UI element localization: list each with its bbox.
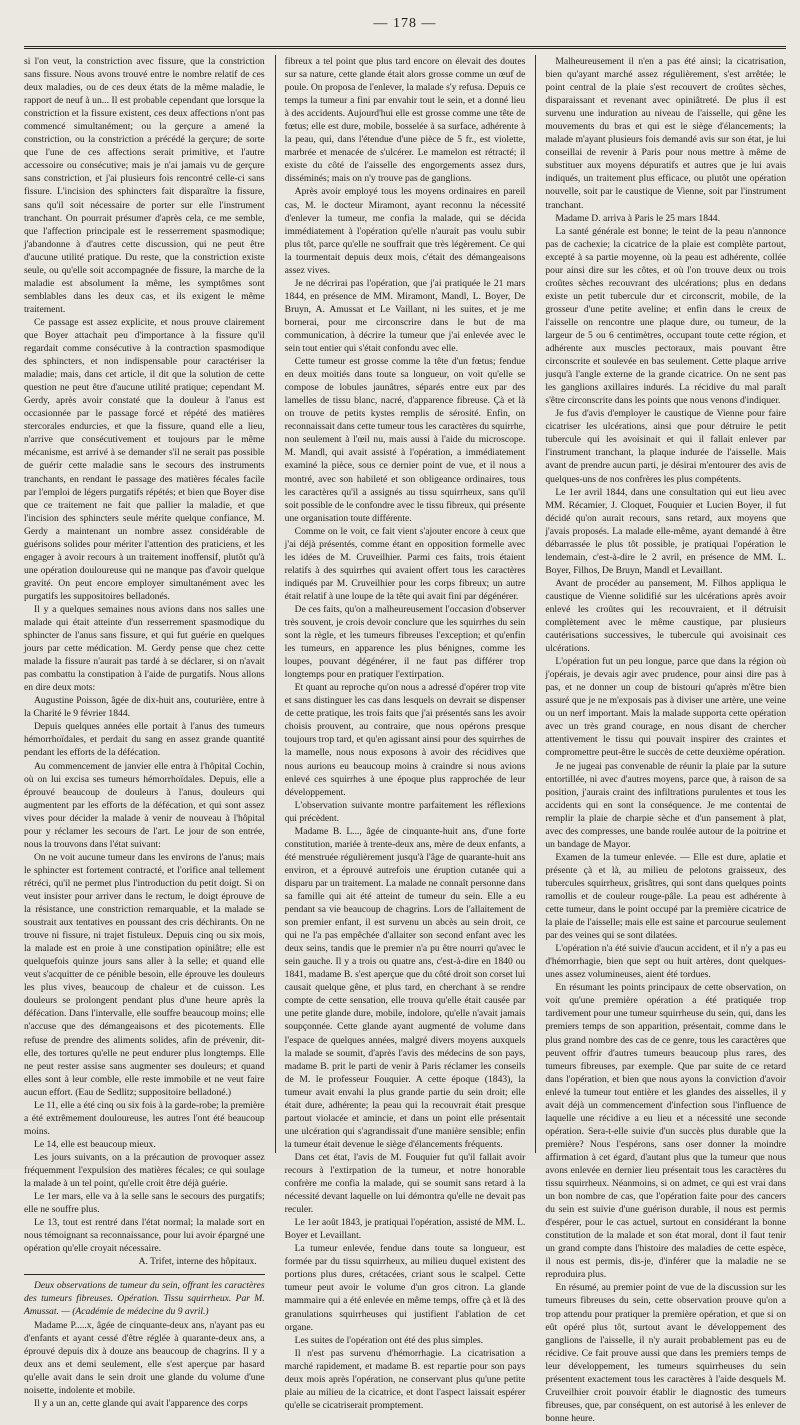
paragraph: Et quant au reproche qu'on nous a adressé d'opérer trop vite et sans distinguer les cas dans lesquels on devrait se dispenser de cette pratique, les trois faits que j'ai présentés sans les avoir choisis prouvent, au contraire, que nous opérons presque toujours trop tard, et qu'en agissant ainsi pour des squirrhes de la mamelle, nous nous exposons à avoir des récidives que nous aurions eu beaucoup moins à craindre si nous avions enlevé ces squirrhes à une époque plus rapprochée de leur développement. — [284, 682, 526, 798]
paragraph: Il y a quelques semaines nous avions dans nos salles une malade qui était atteinte d'un resserrement spasmodique du sphincter de l'anus sans fissure, et qui fut guérie en quelques jours par cette médication. M. Gerdy pense que chez cette malade la fissure n'aurait pas tardé à se déclarer, si on n'avait pas combattu la constipation à l'aide de purgatifs. Nous allons en dire deux mots: — [24, 603, 265, 694]
article-separator — [24, 1274, 265, 1275]
paragraph: On ne voit aucune tumeur dans les environs de l'anus; mais le sphincter est fortement contracté, et l'orifice anal tellement rétréci, qu'il ne permet plus l'introduction du petit doigt. Si on veut insister pour arriver dans le rectum, le doigt éprouve de la résistance, une constriction remarquable, et la malade se soustrait aux tentatives en poussant des cris déchirants. On ne trouve ni fissure, ni trajet fistuleux. Depuis cinq ou six mois, la malade est en proie à une constipation opiniâtre; elle est quelquefois quinze jours sans aller à la selle; et quand elle veut s'acquitter de ce pénible besoin, elle éprouve les douleurs les plus vives, beaucoup de chaleur et de cuisson. Les douleurs se prolongent pendant plus d'une heure après la défécation. Dans l'intervalle, elle souffre beaucoup moins; elle n'accuse que des démangeaisons et des picotements. Elle refuse de prendre des aliments solides, afin de prévenir, dit-elle, des tortures qu'elle ne peut endurer plus longtemps. Elle ne peut rester assise sans augmenter ses douleurs; et quand elles sont à leur comble, elle reste immobile et ne veut faire aucun effort. (Eau de Sedlitz; suppositoire belladoné.) — [24, 851, 265, 1098]
author-signature: A. Trifet, interne des hôpitaux. — [138, 1256, 257, 1268]
paragraph: Le 14, elle est beaucoup mieux. — [34, 1138, 156, 1150]
column-2 — [275, 55, 526, 1411]
column-1 — [24, 55, 265, 1409]
paragraph: Il n'est pas survenu d'hémorrhagie. La cicatrisation a marché rapidement, et madame B. est repartie pour son pays deux mois après l'opération, ne conservant plus qu'une petite plaie au milieu de la cicatrice, et dont l'aspect laissait espérer qu'elle se cicatriserait promptement. — [284, 1347, 526, 1411]
page-number: — 178 — — [373, 16, 437, 31]
paragraph: Au commencement de janvier elle entra à l'hôpital Cochin, où on lui excisa ses tumeurs hémorrhoïdales. Depuis, elle a éprouvé beaucoup de douleurs à l'anus, douleurs qui augmentent par les efforts de la défécation, et qui sont assez vives pour décider la malade à venir de nouveau à l'hôpital pour y réclamer les secours de l'art. Le jour de son entrée, nous la trouvons dans l'état suivant: — [24, 760, 265, 850]
paragraph: Je ne décrirai pas l'opération, que j'ai pratiquée le 21 mars 1844, en présence de MM. Miramont, Mandl, L. Boyer, De Bruyn, A. Amussat et Le Vaillant, ni les suites, et je me bornerai, pour me circonscrire dans le but de ma communication, à décrire la tumeur que j'ai enlevée avec le sein tout entier qui s'était confondu avec elle. — [284, 277, 526, 355]
paragraph: si l'on veut, la constriction avec fissure, que la constriction sans fissure. Nous avons trouvé entre le nombre relatif de ces deux maladies, ou de ces deux états de la même maladie, le rapport de neuf à un... Il est probable cependant que lorsque la constriction et la fissure existent, ces deux affections n'ont pas commencé simultanément; ou la gerçure a amené la constriction, ou la constriction a précédé la gerçure; de sorte que l'une de ces affections serait primitive, et l'autre accessoire ou consécutive; mais je n'ai jamais vu de gerçure sans constriction, et j'ai plusieurs fois rencontré celle-ci sans fissure. L'incision des sphincters fait disparaître la fissure, sans qu'il soit nécessaire de porter sur elle l'instrument tranchant. On pourrait présumer d'après cela, ce me semble, que l'affection principale est le resserrement spasmodique; j'abandonne à d'autres cette discussion, qui ne peut être d'aucune utilité pratique. Du reste, que la constriction existe seule, ou qu'elle soit accompagnée de fissure, la marche de la maladie est absolument la même, les symptômes sont semblables dans les deux cas, et ils exigent le même traitement. — [24, 56, 265, 315]
paragraph: Le 1er avril 1844, dans une consultation qui eut lieu avec MM. Récamier, J. Cloquet, Fouquier et Lucien Boyer, il fut décidé qu'on aurait recours, sans retard, aux moyens que j'avais proposés. La malade elle-même, ayant demandé à être débarrassée le plus tôt possible, je pratiquai l'opération le lendemain, c'est-à-dire le 2 avril, en présence de MM. L. Boyer, Filhos, De Bruyn, Mandl et Levaillant. — [545, 486, 787, 576]
article-title: Deux observations de tumeur du sein, offrant les caractères des tumeurs fibreuses. Opération. Tissu squirrheux. Par M. Amussat. — (Académie de médecine du 9 avril.) — [24, 1280, 265, 1318]
paragraph: Augustine Poisson, âgée de dix-huit ans, couturière, entre à la Charité le 9 février 1844. — [24, 695, 265, 720]
paragraph: Après avoir employé tous les moyens ordinaires en pareil cas, M. le docteur Miramont, ayant reconnu la nécessité d'enlever la tumeur, me confia la malade, qui se décida immédiatement à l'opération qu'elle n'aurait pas voulu subir plus tôt, parce qu'elle ne souffrait que très légèrement. Ce qui la tourmentait depuis deux mois, c'était des démangeaisons assez vives. — [284, 186, 526, 276]
paragraph: Madame D. arriva à Paris le 25 mars 1844. — [555, 212, 720, 224]
paragraph: Les jours suivants, on a la précaution de provoquer assez fréquemment l'expulsion des matières fécales; ce qui soulage la malade à un tel point, qu'elle croit être déjà guérie. — [24, 1151, 265, 1190]
paragraph: La santé générale est bonne; le teint de la peau n'annonce pas de cachexie; la cicatrice de la plaie est complète partout, excepté à sa partie moyenne, où la peau est adhérente, collée pour ainsi dire sur les côtes, et où l'on trouve deux ou trois croûtes sèches recouvrant des ulcérations; plus en dedans existe un petit tubercule dur et circonscrit, mobile, de la grosseur d'une petite aveline; et enfin dans le creux de l'aisselle on rencontre une plaque dure, ou tumeur, de la largeur de 5 ou 6 centimètres, occupant toute cette région, et adhérente aux muscles pectoraux, mais pouvant être circonscrite et soulevée en bas seulement. Cette plaque arrive jusqu'à l'angle externe de la grande cicatrice. On ne sent pas les ganglions axillaires indurés. La récidive du mal paraît s'être circonscrite dans les points que nous venons d'indiquer. — [545, 225, 787, 407]
text-columns — [24, 55, 787, 1424]
paragraph: En résumé, au premier point de vue de la discussion sur les tumeurs fibreuses du sein, cette observation prouve qu'on a trop attendu pour pratiquer la première opération, et que si on eût opéré plus tôt, surtout avant le développement des ganglions de l'aisselle, il n'y aurait probablement pas eu de récidive. Ce fait prouve aussi que dans les premiers temps de leur développement, les tumeurs squirrheuses du sein présentent exactement tous les caractères à l'aide desquels M. Cruveilhier croit pouvoir établir le diagnostic des tumeurs fibreuses, que, par conséquent, on est autorisé à les enlever de bonne heure. — [545, 1282, 787, 1424]
paragraph: Dans cet état, l'avis de M. Fouquier fut qu'il fallait avoir recours à l'extirpation de la tumeur, et notre honorable confrère me confia la malade, qui se soumit sans retard à la nécessité devant laquelle on lui démontra qu'elle ne devait pas reculer. — [284, 1151, 526, 1216]
paragraph: Depuis quelques années elle portait à l'anus des tumeurs hémorrhoïdales, et perdait du sang en assez grande quantité pendant les efforts de la défécation. — [24, 721, 265, 759]
paragraph: Madame P.....x, âgée de cinquante-deux ans, n'ayant pas eu d'enfants et ayant cessé d'être réglée à quarante-deux ans, a éprouvé depuis dix à douze ans beaucoup de chagrins. Il y a deux ans et demi seulement, elle s'est aperçue par hasard qu'elle avait dans le sein droit une glande du volume d'une noisette, indolente et mobile. — [24, 1319, 265, 1396]
paragraph: Le 13, tout est rentré dans l'état normal; la malade sort en nous témoignant sa reconnaissance, pour lui avoir épargné une opération qu'elle croyait nécessaire. — [24, 1217, 265, 1255]
paragraph: Le 1er août 1843, je pratiquai l'opération, assisté de MM. L. Boyer et Levaillant. — [284, 1217, 526, 1242]
paragraph: Madame B. L..., âgée de cinquante-huit ans, d'une forte constitution, mariée à trente-deux ans, mère de deux enfants, a été menstruée régulièrement jusqu'à l'âge de quarante-huit ans environ, et a éprouvé autrefois une éruption cutanée qui a disparu par un traitement. La malade ne connaît personne dans sa famille qui ait été atteint de tumeur du sein. Elle a eu pendant sa vie beaucoup de chagrins. Lors de l'allaitement de son premier enfant, il est survenu un abcès au sein droit, ce qui ne l'a pas empêchée d'allaiter son second enfant avec les deux seins, tandis que le premier n'a pu être nourri qu'avec le sein gauche. Il y a trois ou quatre ans, c'est-à-dire en 1840 ou 1841, madame B. s'est aperçue que du côté droit son corset lui causait quelque gêne, et plus tard, en cherchant à se rendre compte de cette sensation, elle trouva qu'elle était causée par une petite glande dure, mobile, indolore, qu'elle n'avait jamais soupçonnée. Cette glande ayant augmenté de volume dans l'espace de quelques années, malgré divers moyens auxquels la malade se soumit, d'après l'avis des médecins de son pays, madame B. prit le parti de venir à Paris réclamer les conseils de M. le professeur Fouquier. A cette époque (1843), la tumeur avait envahi la plus grande partie du sein droit; elle était dure, adhérente; la peau qui la recouvrait était presque partout violacée et amincie, et dans un point elle présentait une ulcération qui s'agrandissait d'une manière sensible; enfin la tumeur était devenue le siège d'élancements fréquents. — [284, 825, 526, 1150]
paragraph: fibreux a tel point que plus tard encore on élevait des doutes sur sa nature, cette glande était alors grosse comme un œuf de poule. On proposa de l'enlever, la malade s'y refusa. Depuis ce temps la tumeur a fini par envahir tout le sein, et a donné lieu à des accidents. Aujourd'hui elle est grosse comme une tête de fœtus; elle est dure, mobile, bosselée à sa surface, adhérente à la peau, qui, dans l'étendue d'une pièce de 5 fr., est violette, marbrée et menacée de s'ulcérer. Le mamelon est rétracté; il existe du côté de l'aisselle des engorgements assez durs, disséminés; mais on n'y trouve pas de ganglions. — [284, 56, 526, 185]
paragraph: Comme on le voit, ce fait vient s'ajouter encore à ceux que j'ai déjà présentés, comme étant en opposition formelle avec les idées de M. Cruveilhier. Parmi ces faits, trois étaient relatifs à des squirrhes qui avaient offert tous les caractères indiqués par M. Cruveilhier pour les corps fibreux; un autre était relatif à une loupe de la tête qui avait fini par dégénérer. — [284, 525, 526, 602]
paragraph: Je fus d'avis d'employer le caustique de Vienne pour faire cicatriser les ulcérations, ainsi que pour détruire le petit tubercule qui les avoisinait et qui il fallait enlever par l'instrument tranchant, la plaque indurée de l'aisselle. Mais avant de prendre aucun parti, je désirai m'entourer des avis de quelques-uns de nos confrères les plus compétents. — [545, 408, 787, 485]
column-3 — [535, 55, 787, 1424]
paragraph: Les suites de l'opération ont été des plus simples. — [294, 1334, 484, 1346]
paragraph: L'observation suivante montre parfaitement les réflexions qui précèdent. — [284, 799, 526, 824]
paragraph: Cette tumeur est grosse comme la tête d'un fœtus; fendue en deux moitiés dans toute sa longueur, on voit qu'elle se compose de lobules jaunâtres, séparés entre eux par des lamelles de tissu blanc, nacré, d'apparence fibreuse. Çà et là on trouve de petits kystes remplis de sérosité. Enfin, on reconnaissait dans cette tumeur tous les caractères du squirrhe, non seulement à l'œil nu, mais aussi à l'aide du microscope. M. Mandl, qui avait assisté à l'opération, a immédiatement examiné la pièce, sous ce dernier point de vue, et il nous a montré, avec son habileté et son obligeance ordinaires, tous les caractères qu'il a assignés au tissu squirrheux, sans qu'il soit possible de le confondre avec le tissu fibreux, qui présente une organisation toute différente. — [284, 356, 526, 524]
paragraph: La tumeur enlevée, fendue dans toute sa longueur, est formée par du tissu squirrheux, au milieu duquel existent des portions plus dures, crétacées, criant sous le scalpel. Cette tumeur peut avoir le volume d'un gros citron. La glande mammaire qui a été enlevée en même temps, offre çà et là des granulations squirrheuses qui justifient l'ablation de cet organe. — [284, 1243, 526, 1333]
paragraph: Avant de procéder au pansement, M. Filhos appliqua le caustique de Vienne solidifié sur les ulcérations après avoir enlevé les croûtes qui les recouvraient, et il détruisit complètement avec le même caustique, par plusieurs cautérisations successives, le tubercule qui avoisinait ces ulcérations. — [545, 577, 787, 655]
paragraph: Examen de la tumeur enlevée. — Elle est dure, aplatie et présente çà et là, au milieu de pelotons graisseux, des tubercules squirrheux, grisâtres, qui sont dans quelques points ramollis et de couleur rouge-pâle. La peau est adhérente à cette tumeur, dans le point occupé par la première cicatrice de la plaie de l'aisselle; mais elle est saine et parcourue seulement par des veines qui se sont dilatées. — [545, 851, 787, 942]
paragraph: Le 11, elle a été cinq ou six fois à la garde-robe; la première a été extrêmement douloureuse, les autres l'ont été beaucoup moins. — [24, 1099, 265, 1137]
paragraph: L'opération fut un peu longue, parce que dans la région où j'opérais, je devais agir avec prudence, pour ainsi dire pas à pas, et ne donner un coup de bistouri qu'après m'être bien assuré que je ne m'exposais pas à diviser une artère, une veine ou un nerf important. Mais la malade supporta cette opération avec un très grand courage, en nous disant de chercher attentivement le tissu qui pouvait inspirer des craintes et compromettre peut-être le succès de cette deuxième opération. — [545, 656, 787, 759]
paragraph: En résumant les points principaux de cette observation, on voit qu'une première opération a été pratiquée trop tardivement pour une tumeur squirrheuse du sein, qui, dans les premiers temps de son apparition, présentait, comme dans le plus grand nombre des cas de ce genre, tous les caractères que peuvent offrir d'autres tumeurs beaucoup plus rares, des tumeurs fibreuses, par exemple. Que par suite de ce retard dans l'opération, et bien que nous ayons la conviction d'avoir enlevé la tumeur tout entière et les glandes des aisselles, il y avait déjà un commencement d'infection sous l'influence de laquelle une récidive a eu lieu et a nécessité une seconde opération. Sera-t-elle suivie d'un succès plus durable que la première? Nous l'espérons, sans oser donner la moindre affirmation à cet égard, d'autant plus que la tumeur que nous avons enlevée en dernier lieu présentait tous les caractères du tissu squirrheux. Néanmoins, si on admet, ce qui est vrai dans un bon nombre de cas, que l'opération faite pour des cancers du sein est suivie d'une guérison durable, il nous est permis d'espérer, pour le cas actuel, surtout en considérant la bonne constitution de la malade et son état moral, dont il faut tenir un grand compte dans l'histoire des maladies de cette espèce, il nous est permis, dis-je, d'inférer que la maladie ne se reproduira plus. — [545, 982, 787, 1281]
header-rule — [24, 46, 786, 49]
paragraph: Il y a un an, cette glande qui avait l'apparence des corps — [34, 1397, 248, 1409]
paragraph: Le 1er mars, elle va à la selle sans le secours des purgatifs; elle ne souffre plus. — [24, 1191, 265, 1216]
paragraph: Je ne jugeai pas convenable de réunir la plaie par la suture entortillée, ni avec d'autres moyens, parce que, à raison de sa position, j'aurais craint des infiltrations purulentes et tous les accidents qui en sont la conséquence. Je me contentai de remplir la plaie de charpie sèche et d'un pansement à plat, avec des compresses, une bande roulée autour de la poitrine et un bandage de Mayor. — [545, 760, 787, 850]
paragraph: L'opération n'a été suivie d'aucun accident, et il n'y a pas eu d'hémorrhagie, bien que sept ou huit artères, dont quelques-unes assez volumineuses, aient été tordues. — [545, 943, 787, 981]
paragraph: De ces faits, qu'on a malheureusement l'occasion d'observer très souvent, je crois devoir conclure que les squirrhes du sein sont la règle, et les tumeurs fibreuses l'exception; et qu'enfin les tumeurs, en apparence les plus bénignes, comme les loupes, pouvant dégénérer, il ne faut pas différer trop longtemps pour en pratiquer l'extirpation. — [284, 603, 526, 681]
paragraph: Ce passage est assez explicite, et nous prouve clairement que Boyer attachait peu d'importance à la fissure qu'il regardait comme consécutive à la contraction spasmodique des sphincters, et non indispensable pour caractériser la maladie; mais, dans cet article, il dit que la solution de cette question ne peut être d'aucune utilité pratique; cependant M. Gerdy, après avoir constaté que la douleur à l'anus est occasionnée par le passage forcé et répété des matières stercorales endurcies, et que la fissure, quand elle a lieu, n'arrive que consécutivement et toujours par le même mécanisme, est arrivé à se demander s'il ne serait pas possible de guérir cette maladie sans le secours des instruments tranchants, en rendant le passage des matières fécales facile par l'emploi de légers purgatifs répétés; et bien que Boyer dise que ce traitement ne fait que pallier la maladie, et que l'incision des sphincters seule mérite quelque confiance, M. Gerdy a maintenant un nombre assez considérable de guérisons solides pour mériter l'attention des praticiens, et les engager à avoir recours à un traitement inoffensif, plutôt qu'à une opération douloureuse qui ne manque pas d'avoir quelque gravité. On peut encore employer simultanément avec les purgatifs les suppositoires belladonés. — [24, 316, 265, 602]
paragraph: Malheureusement il n'en a pas été ainsi; la cicatrisation, bien qu'ayant marché assez régulièrement, s'est arrêtée; le point central de la plaie s'est recouvert de croûtes sèches, disparaissant et revenant avec opiniâtreté. De plus il est survenu une induration au niveau de l'aisselle, qui gêne les mouvements du bras et qui est le siège d'élancements; la malade m'ayant plusieurs fois demandé avis sur son état, je lui conseillai de revenir à Paris pour nous mettre à même de substituer aux moyens dépuratifs et autres que je lui avais indiqués, un traitement plus efficace, ou plutôt une opération nouvelle, soit par le caustique de Vienne, soit par l'instrument tranchant. — [545, 56, 787, 211]
